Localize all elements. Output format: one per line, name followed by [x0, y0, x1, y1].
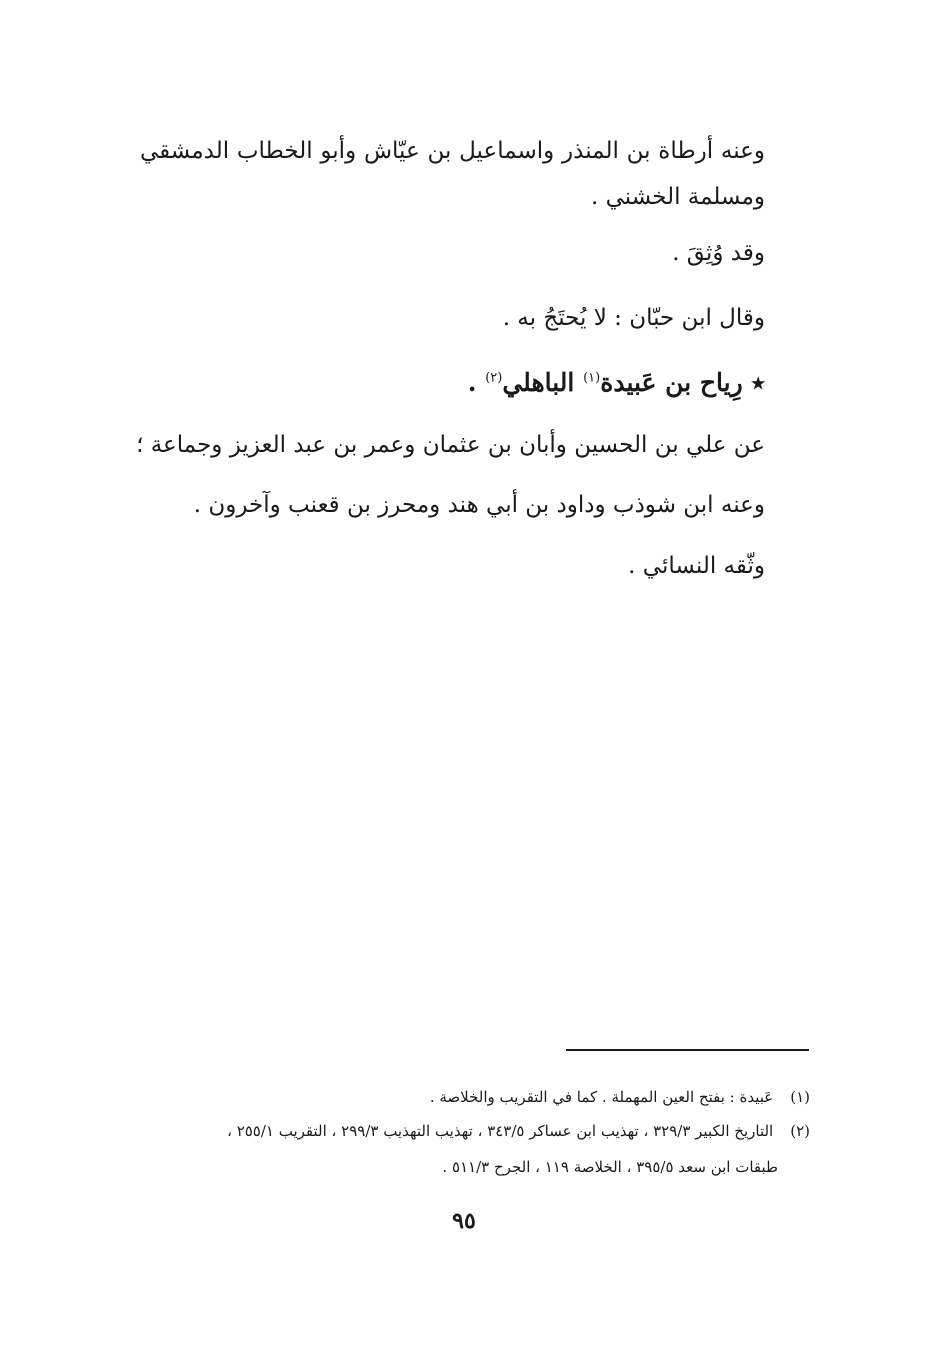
footnote-ref-2: (٢) [485, 370, 503, 386]
paragraph-ibn-hibban: وقال ابن حبّان : لا يُحتَجُ به . [502, 305, 765, 331]
footnote-1-number: (١) [790, 1088, 810, 1106]
paragraph-nasai: وثّقه النسائي . [628, 553, 765, 579]
paragraph-narrated-from: عن علي بن الحسين وأبان بن عثمان وعمر بن عبد العزيز وجماعة ؛ [136, 432, 765, 458]
entry-heading [140, 368, 765, 397]
footnote-separator [566, 1049, 809, 1051]
footnote-2-number: (٢) [790, 1122, 810, 1140]
footnote-1-text: عَبيدة : بفتح العين المهملة . كما في التقريب والخلاصة . [429, 1088, 774, 1106]
footnote-ref-1: (١) [583, 370, 601, 386]
entry-nisba: الباهلي [502, 368, 575, 397]
paragraph-narrators-from: وعنه أرطاة بن المنذر واسماعيل بن عيّاش وأبو الخطاب الدمشقي ومسلمة الخشني . [140, 138, 765, 210]
entry-marker: ٭ [751, 368, 765, 397]
entry-name: رِياح بن عَبيدة [600, 368, 743, 397]
footnote-1 [140, 1080, 810, 1114]
footnote-2-line-1: التاريخ الكبير ٣٢٩/٣ ، تهذيب ابن عساكر ٣٤٣/٥ ، تهذيب التهذيب ٢٩٩/٣ ، التقريب ٢٥٥/١ ، [227, 1122, 774, 1140]
paragraph-narrated-by: وعنه ابن شوذب وداود بن أبي هند ومحرز بن قعنب وآخرون . [193, 492, 765, 518]
paragraph-authenticated: وقد وُثِقَ . [672, 240, 765, 266]
entry-period: . [467, 368, 477, 397]
page-number: ٩٥ [452, 1208, 476, 1234]
footnote-2 [140, 1114, 810, 1148]
footnote-2-continuation: طبقات ابن سعد ٣٩٥/٥ ، الخلاصة ١١٩ ، الجرح ٥١١/٣ . [442, 1158, 778, 1176]
